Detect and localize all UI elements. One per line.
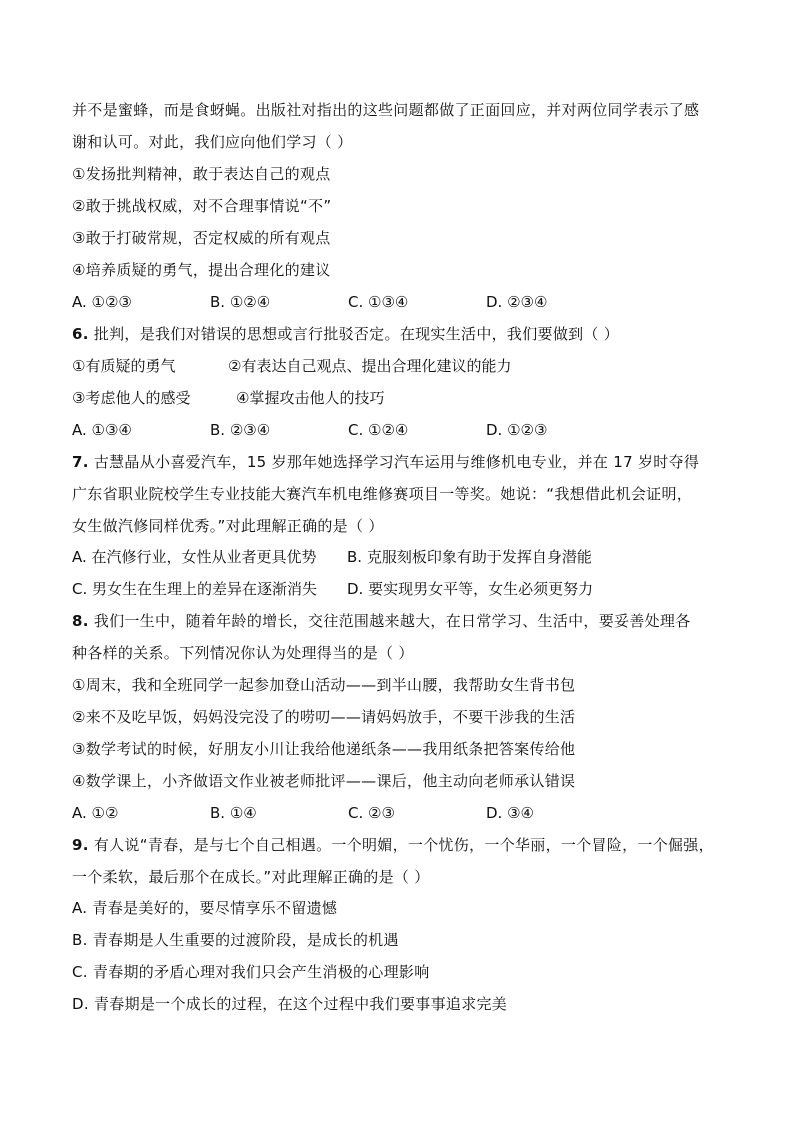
q9-number: 9.	[72, 836, 89, 854]
q6-item-1: ①有质疑的勇气	[72, 357, 176, 375]
q9-option-b[interactable]: B. 青春期是人生重要的过渡阶段，是成长的机遇	[72, 931, 399, 949]
q6-item-4: ④掌握攻击他人的技巧	[236, 389, 385, 407]
q5-option-c[interactable]: C. ①③④	[348, 293, 409, 311]
q8-stem-text-1: 我们一生中，随着年龄的增长，交往范围越来越大，在日常学习、生活中，要妥善处理各	[93, 612, 691, 630]
q8-option-b[interactable]: B. ①④	[210, 804, 257, 822]
q5-item-1: ①发扬批判精神，敢于表达自己的观点	[72, 165, 331, 183]
q9-stem-line-2: 一个柔软，最后那个在成长。”对此理解正确的是（ ）	[72, 868, 430, 886]
q8-stem-line-1	[72, 610, 691, 632]
q6-stem-text: 批判，是我们对错误的思想或言行批驳否定。在现实生活中，我们要做到（ ）	[93, 325, 620, 343]
q9-option-a[interactable]: A. 青春是美好的，要尽情享乐不留遗憾	[72, 899, 338, 917]
q7-stem-line-1	[72, 451, 699, 473]
q6-number: 6.	[72, 325, 89, 343]
q8-number: 8.	[72, 612, 89, 630]
q7-option-d[interactable]: D. 要实现男女平等，女生必须更努力	[347, 580, 594, 598]
q8-item-2: ②来不及吃早饭，妈妈没完没了的唠叨——请妈妈放手，不要干涉我的生活	[72, 708, 576, 726]
q6-option-a[interactable]: A. ①③④	[72, 421, 132, 439]
q5-item-2: ②敢于挑战权威，对不合理事情说“不”	[72, 197, 332, 215]
q5-stem-line-2: 谢和认可。对此，我们应向他们学习（ ）	[72, 133, 353, 151]
q8-option-a[interactable]: A. ①②	[72, 804, 119, 822]
q5-option-d[interactable]: D. ②③④	[486, 293, 548, 311]
q7-stem-line-3: 女生做汽修同样优秀。”对此理解正确的是（ ）	[72, 517, 384, 535]
q8-option-d[interactable]: D. ③④	[486, 804, 534, 822]
q9-option-d[interactable]: D. 青春期是一个成长的过程，在这个过程中我们要事事追求完美	[72, 995, 508, 1013]
q9-option-c[interactable]: C. 青春期的矛盾心理对我们只会产生消极的心理影响	[72, 963, 430, 981]
q6-stem	[72, 323, 619, 345]
q5-option-b[interactable]: B. ①②④	[210, 293, 271, 311]
q6-item-2: ②有表达自己观点、提出合理化建议的能力	[228, 357, 512, 375]
q8-stem-line-2: 种各样的关系。下列情况你认为处理得当的是（ ）	[72, 644, 414, 662]
q6-option-b[interactable]: B. ②③④	[210, 421, 271, 439]
q8-item-3: ③数学考试的时候，好朋友小川让我给他递纸条——我用纸条把答案传给他	[72, 740, 576, 758]
q7-option-c[interactable]: C. 男女生在生理上的差异在逐渐消失	[72, 580, 318, 598]
q8-item-1: ①周末，我和全班同学一起参加登山活动——到半山腰，我帮助女生背书包	[72, 676, 576, 694]
q7-option-a[interactable]: A. 在汽修行业，女性从业者更具优势	[72, 548, 317, 566]
q5-option-a[interactable]: A. ①②③	[72, 293, 132, 311]
q7-stem-text-1: 古慧晶从小喜爱汽车，15 岁那年她选择学习汽车运用与维修机电专业，并在 17 岁时夺得	[93, 453, 700, 471]
q6-option-c[interactable]: C. ①②④	[348, 421, 409, 439]
q7-number: 7.	[72, 453, 89, 471]
q9-stem-text-1: 有人说“青春，是与七个自己相遇。一个明媚，一个忧伤，一个华丽，一个冒险，一个倔强，	[93, 836, 714, 854]
q5-item-4: ④培养质疑的勇气，提出合理化的建议	[72, 261, 331, 279]
q7-stem-line-2: 广东省职业院校学生专业技能大赛汽车机电维修赛项目一等奖。她说：“我想借此机会证明，	[72, 485, 693, 503]
q6-item-3: ③考虑他人的感受	[72, 389, 191, 407]
q8-item-4: ④数学课上，小齐做语文作业被老师批评——课后，他主动向老师承认错误	[72, 772, 576, 790]
q9-stem-line-1	[72, 834, 714, 856]
q6-option-d[interactable]: D. ①②③	[486, 421, 548, 439]
q7-option-b[interactable]: B. 克服刻板印象有助于发挥自身潜能	[347, 548, 592, 566]
q8-option-c[interactable]: C. ②③	[348, 804, 395, 822]
q5-item-3: ③敢于打破常规，否定权威的所有观点	[72, 229, 331, 247]
q5-stem-line-1: 并不是蜜蜂，而是食蚜蝇。出版社对指出的这些问题都做了正面回应，并对两位同学表示了感	[72, 101, 700, 119]
